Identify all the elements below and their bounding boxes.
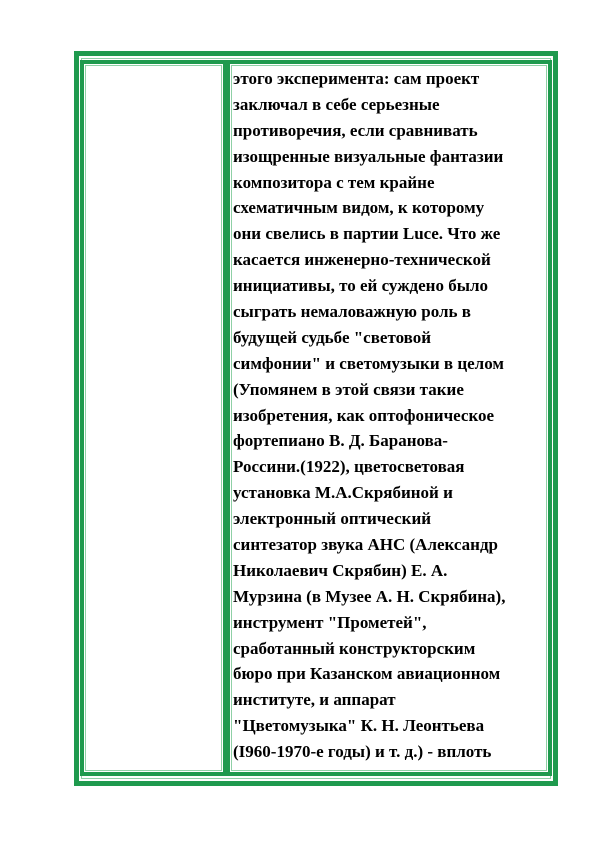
text-line: изощренные визуальные фантазии xyxy=(233,146,504,166)
table-left-cell xyxy=(80,60,227,776)
text-line: касается инженерно-технической xyxy=(233,250,491,270)
text-line: инструмент "Прометей", xyxy=(233,612,427,632)
text-line: они свелись в партии Luce. Что же xyxy=(233,224,501,244)
text-line: (Упомянем в этой связи такие xyxy=(233,379,464,399)
text-line: Николаевич Скрябин) Е. А. xyxy=(233,560,448,580)
text-line: установка М.А.Скрябиной и xyxy=(233,483,453,503)
text-line: композитора с тем крайне xyxy=(233,172,435,192)
text-line: инициативы, то ей суждено было xyxy=(233,276,489,296)
text-line: будущей судьбе "световой xyxy=(233,327,432,347)
text-line: (I960-1970-е годы) и т. д.) - вплоть xyxy=(233,742,492,762)
text-line: институте, и аппарат xyxy=(233,690,396,710)
text-line: противоречия, если сравнивать xyxy=(233,120,478,140)
text-line: заключал в себе серьезные xyxy=(233,94,440,114)
text-line: электронный оптический xyxy=(233,509,432,529)
text-line: бюро при Казанском авиационном xyxy=(233,664,501,684)
text-line: симфонии" и светомузыки в целом xyxy=(233,353,504,373)
text-line: изобретения, как оптофоническое xyxy=(233,405,495,425)
text-line: Мурзина (в Музее А. Н. Скрябина), xyxy=(233,586,506,606)
text-line: сыграть немаловажную роль в xyxy=(233,302,471,322)
body-text xyxy=(233,66,551,765)
text-line: схематичным видом, к которому xyxy=(233,198,485,218)
text-line: Россини.(1922), цветосветовая xyxy=(233,457,465,477)
text-line: фортепиано В. Д. Баранова- xyxy=(233,431,448,451)
text-line: сработанный конструкторским xyxy=(233,638,476,658)
text-line: "Цветомузыка" К. Н. Леонтьева xyxy=(233,716,485,736)
text-line: синтезатор звука АНС (Александр xyxy=(233,535,498,555)
text-line: этого эксперимента: сам проект xyxy=(233,69,480,88)
